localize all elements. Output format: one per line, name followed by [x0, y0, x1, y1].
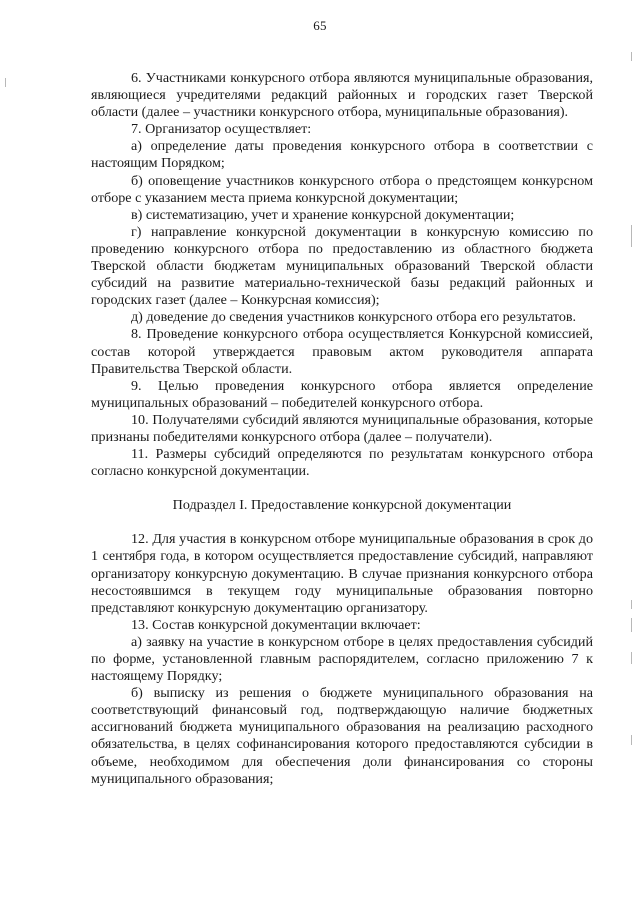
- section-heading: Подраздел I. Предоставление конкурсной документации: [172, 497, 512, 514]
- scan-margin-mark: [631, 225, 632, 247]
- paragraph-9: 9. Целью проведения конкурсного отбора является определение муниципальных образований – победителей конкурсного отбора.: [91, 377, 593, 411]
- paragraph-13: 13. Состав конкурсной документации включает:: [131, 616, 421, 633]
- paragraph-7b: б) оповещение участников конкурсного отбора о предстоящем конкурсном отборе с указанием места приема конкурсной документации;: [91, 172, 593, 206]
- scan-margin-mark: [631, 618, 632, 632]
- scan-margin-mark: [631, 735, 632, 745]
- scan-margin-mark: [631, 600, 632, 609]
- paragraph-7a: а) определение даты проведения конкурсного отбора в соответствии с настоящим Порядком;: [91, 138, 593, 172]
- scan-margin-mark: [5, 78, 6, 87]
- paragraph-13a: а) заявку на участие в конкурсном отборе в целях предоставления субсидий по форме, установленной главным распорядителем, согласно приложению 7 к настоящему Порядку;: [91, 633, 593, 685]
- paragraph-7g: г) направление конкурсной документации в конкурсную комиссию по проведению конкурсного отбора по предоставлению из областного бюджета Тверской области бюджетам муниципальных образований Тверской области субсидий на развитие материально-технической базы редакций районных и городских газет (далее – Конкурсная комиссия);: [91, 223, 593, 309]
- paragraph-12: 12. Для участия в конкурсном отборе муниципальные образования в срок до 1 сентября года, в котором осуществляется предоставление субсидий, направляют организатору конкурсную документацию. В случае признания конкурсного отбора несостоявшимся в текущем году муниципальные образования повторно представляют конкурсную документацию организатору.: [91, 531, 593, 616]
- paragraph-7d: д) доведение до сведения участников конкурсного отбора его результатов.: [131, 309, 577, 326]
- paragraph-13b: б) выписку из решения о бюджете муниципального образования на соответствующий финансовый год, подтверждающую наличие бюджетных ассигнований бюджета муниципального образования на реализацию расходного обязательства, в целях софинансирования которого предоставляются субсидии в объеме, необходимом для обеспечения доли финансирования со стороны муниципального образования;: [91, 685, 593, 787]
- page-number: 65: [313, 18, 327, 33]
- document-body: [91, 70, 593, 788]
- scan-margin-mark: [631, 52, 632, 61]
- scan-margin-mark: [631, 652, 632, 664]
- paragraph-6: 6. Участниками конкурсного отбора являются муниципальные образования, являющиеся учредителями редакций районных и городских газет Тверской области (далее – участники конкурсного отбора, муниципальные образования).: [91, 70, 593, 121]
- paragraph-7: 7. Организатор осуществляет:: [131, 121, 312, 138]
- paragraph-11: 11. Размеры субсидий определяются по результатам конкурсного отбора согласно конкурсной документации.: [91, 446, 593, 480]
- paragraph-8: 8. Проведение конкурсного отбора осуществляется Конкурсной комиссией, состав которой утверждается правовым актом руководителя аппарата Правительства Тверской области.: [91, 326, 593, 377]
- paragraph-7v: в) систематизацию, учет и хранение конкурсной документации;: [131, 206, 515, 223]
- paragraph-10: 10. Получателями субсидий являются муниципальные образования, которые признаны победителями конкурсного отбора (далее – получатели).: [91, 411, 593, 445]
